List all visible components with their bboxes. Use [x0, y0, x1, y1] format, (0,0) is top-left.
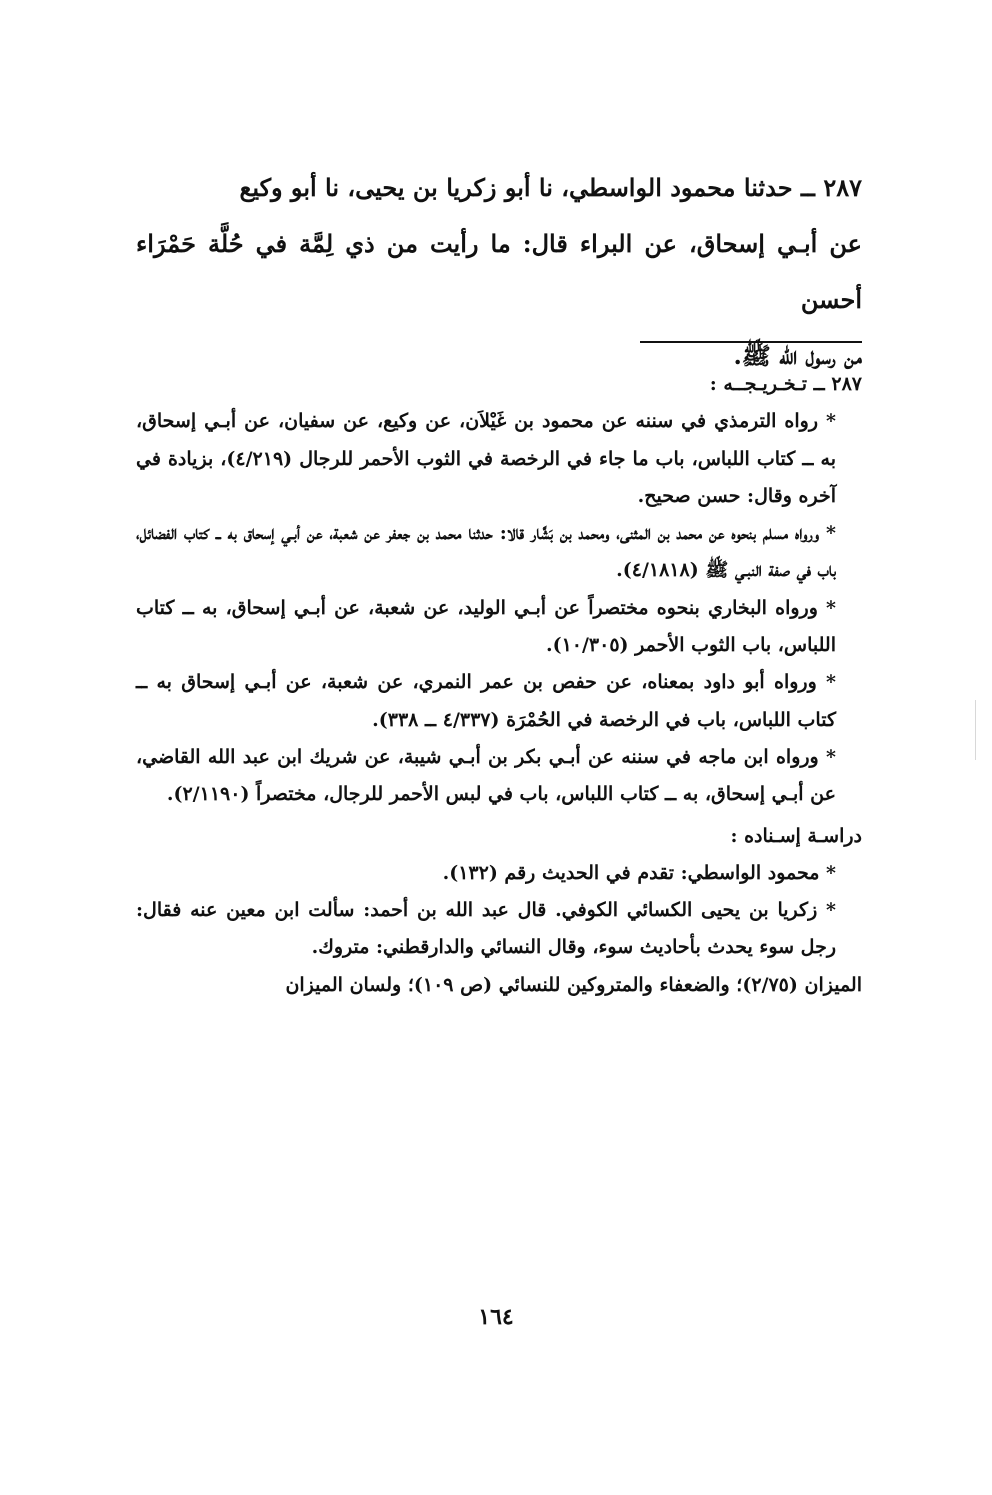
- page-number: ١٦٤: [478, 1304, 514, 1330]
- footnote-paragraph: * ورواه البخاري بنحوه مختصراً عن أبـي الوليد، عن شعبة، عن أبـي إسحاق، به ــ كتاب اللباس، باب الثوب الأحمر (١٠/٣٠٥).: [136, 596, 836, 657]
- hadith-text: [136, 160, 862, 384]
- footnote-paragraph: الميزان (٢/٧٥)؛ والضعفاء والمتروكين للنسائي (ص ١٠٩)؛ ولسان الميزان: [285, 973, 862, 996]
- takhrij-heading: ٢٨٧ ــ تـخـريـجــه :: [709, 373, 862, 395]
- footnote-paragraph: * زكريا بن يحيى الكسائي الكوفي. قال عبد الله بن أحمد: سألت ابن معين عنه فقال: رجل سوء يحدث بأحاديث سوء، وقال النسائي والدارقطني: متروك.: [136, 899, 836, 959]
- footnote-paragraph: * محمود الواسطي: تقدم في الحديث رقم (١٣٢).: [442, 861, 836, 884]
- hadith-line: ٢٨٧ ــ حدثنا محمود الواسطي، نا أبو زكريا بن يحيى، نا أبو وكيع: [239, 173, 862, 202]
- scan-edge-mark: [975, 700, 976, 760]
- footnote-divider: [640, 341, 862, 343]
- footnote-paragraph: * ورواه مسلم بنحوه عن محمد بن المثنى، ومحمد بن بَشَّار قالا: حدثنا محمد بن جعفر عن شعبة، عن أبـي إسحاق به ــ كتاب الفضائل، باب في صفة النبـي ﷺ (٤/١٨١٨).: [136, 522, 836, 582]
- footnote-paragraph: * ورواه ابن ماجه في سننه عن أبـي بكر بن أبـي شيبة، عن شريك ابن عبد الله القاضي، عن أبـي إسحاق، به ــ كتاب اللباس، باب في لبس الأحمر للرجال، مختصراً (٢/١١٩٠).: [136, 745, 836, 806]
- isnad-heading: دراسـة إسـناده :: [730, 824, 862, 847]
- hadith-line: من رسول الله ﷺ.: [733, 341, 862, 370]
- footnotes: [136, 366, 862, 1004]
- hadith-line: عن أبـي إسحاق، عن البراء قال: ما رأيت من ذي لِمَّة في حُلَّة حَمْرَاء أحسن: [136, 229, 862, 314]
- footnote-paragraph: * رواه الترمذي في سننه عن محمود بن غَيْلاَن، عن وكيع، عن سفيان، عن أبـي إسحاق، به ــ كتاب اللباس، باب ما جاء في الرخصة في الثوب الأحمر للرجال (٤/٢١٩)، بزيادة في آخره وقال: حسن صحيح.: [136, 410, 836, 507]
- footnote-paragraph: * ورواه أبو داود بمعناه، عن حفص بن عمر النمري، عن شعبة، عن أبـي إسحاق به ــ كتاب اللباس، باب في الرخصة في الحُمْرَة (٤/٣٣٧ ــ ٣٣٨).: [136, 671, 836, 731]
